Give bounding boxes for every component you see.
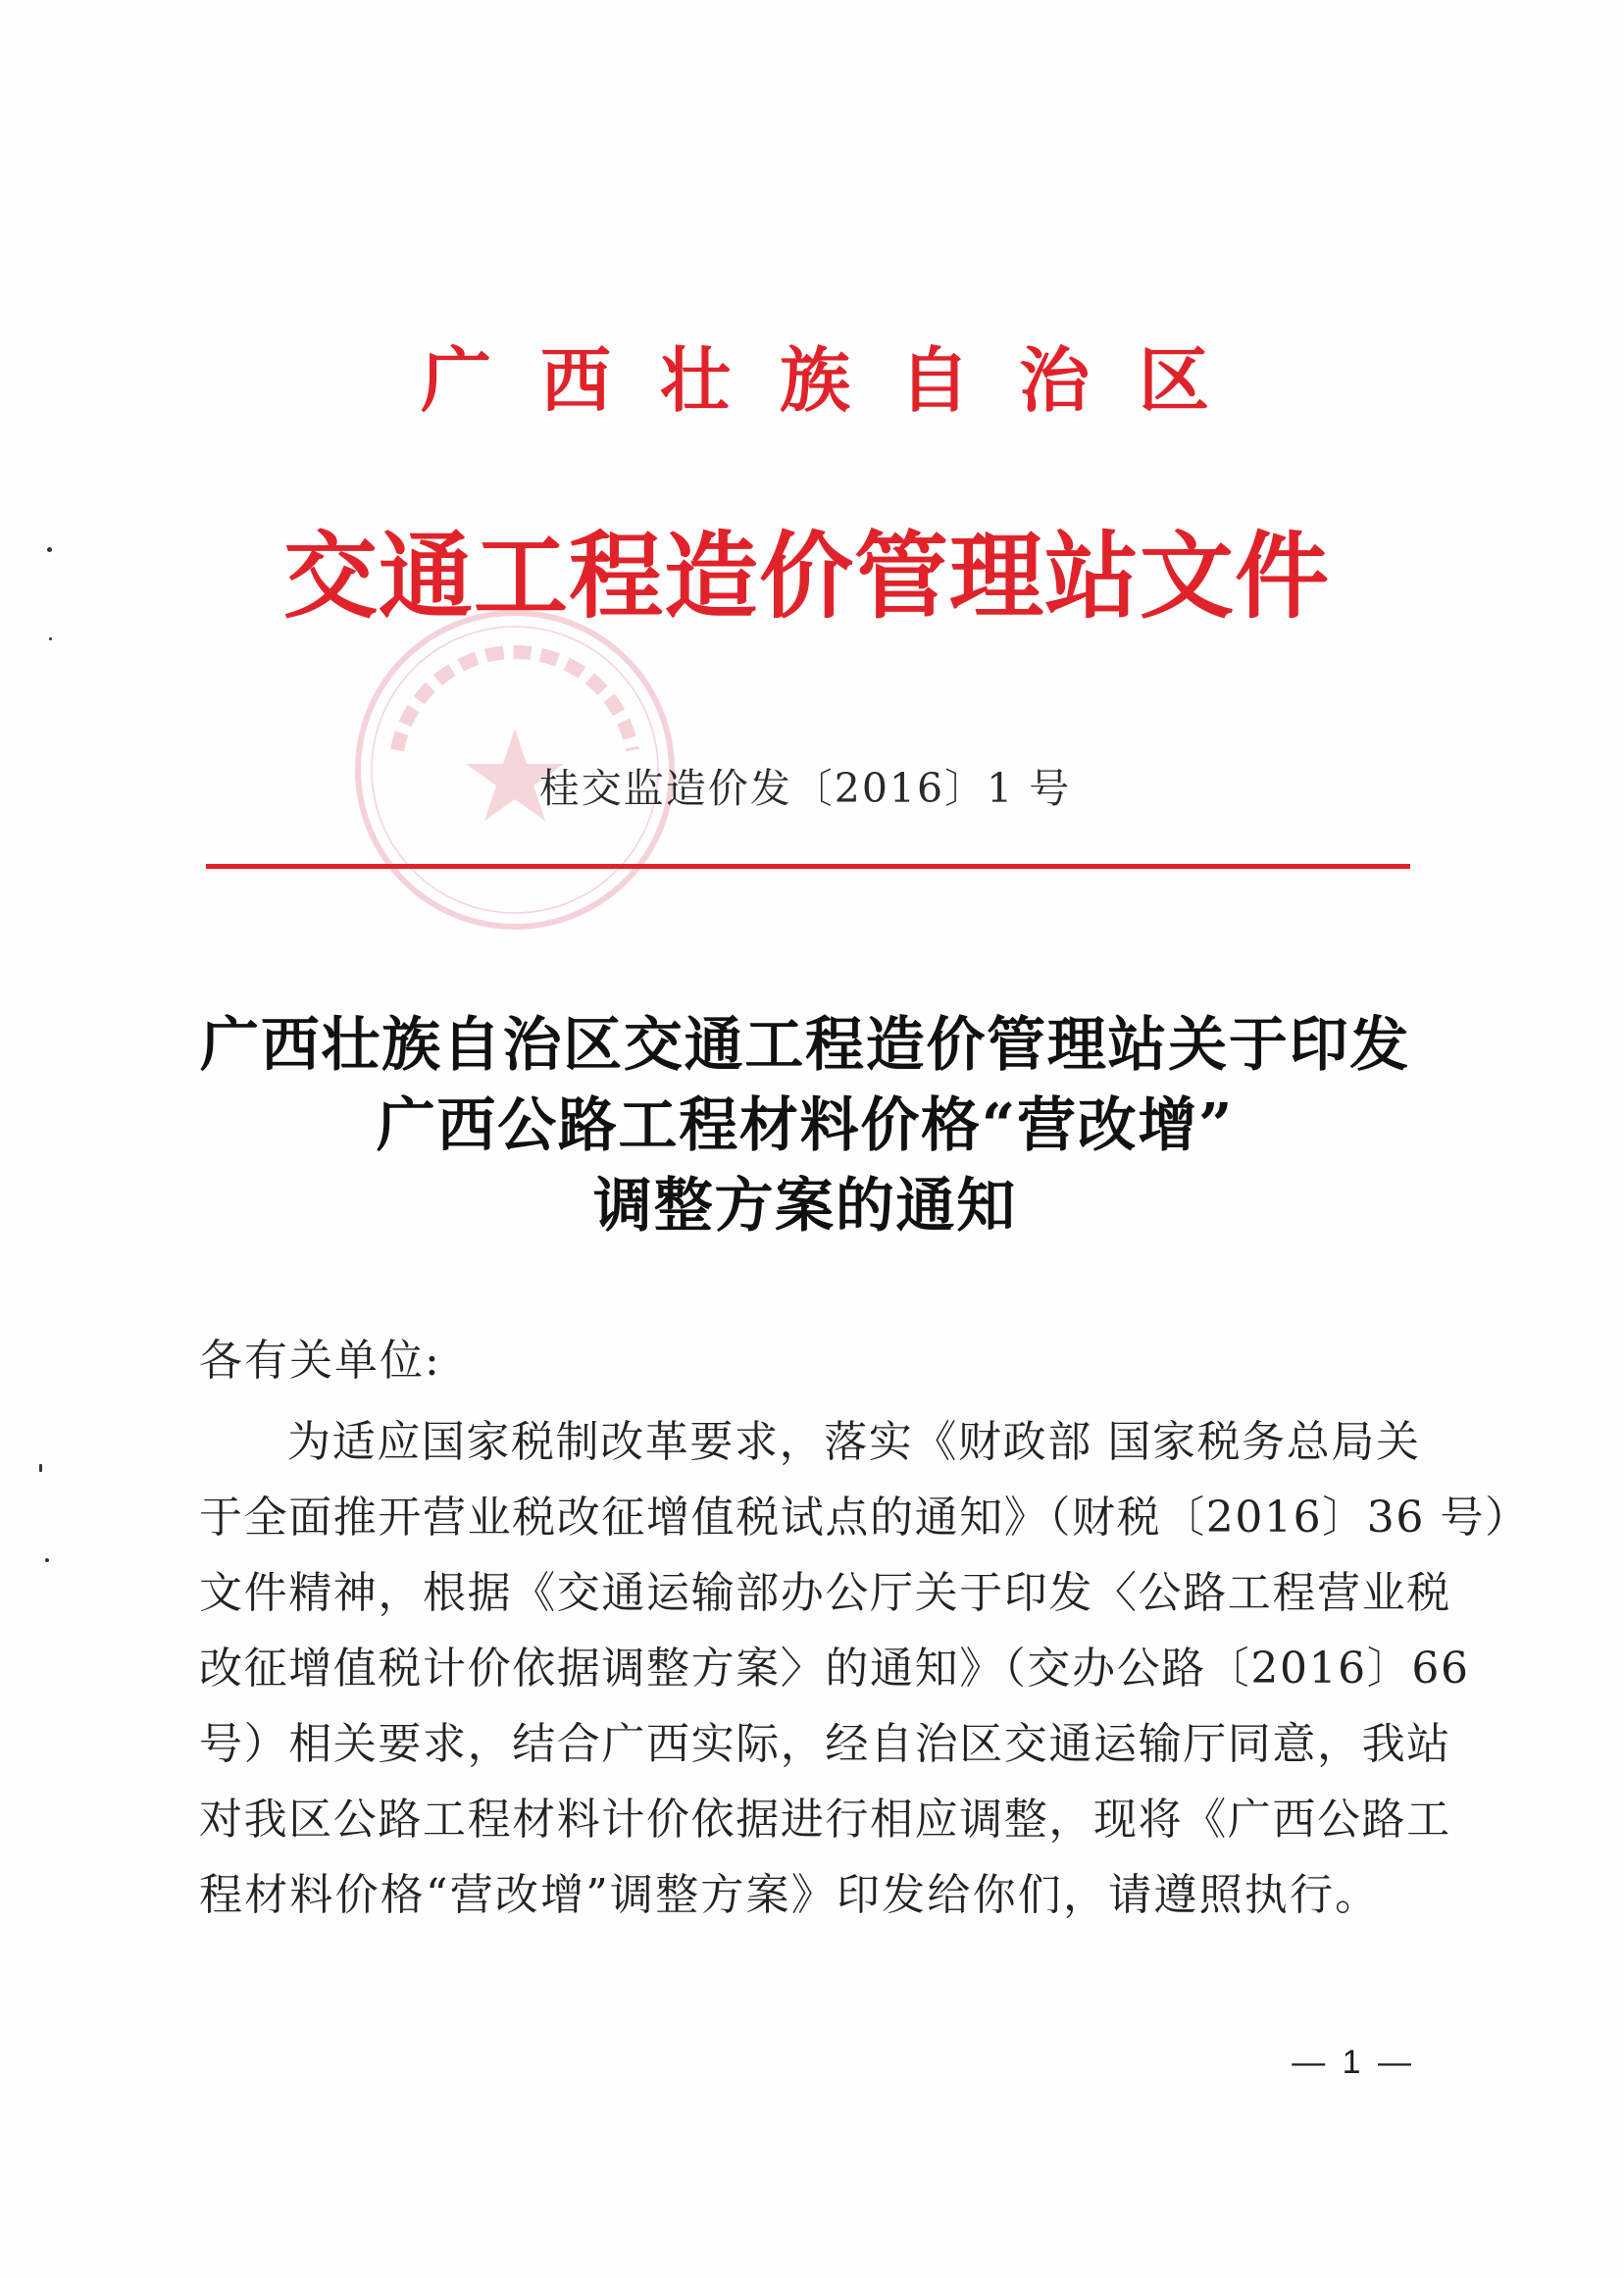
title-line: 广西公路工程材料价格“营改增” — [376, 1091, 1235, 1160]
page-number: — 1 — — [1292, 2044, 1415, 2081]
body-line: 改征增值税计价依据调整方案〉的通知》（交办公路〔2016〕66 — [199, 1644, 1470, 1694]
issuer-region-header: 广西壮族自治区 — [421, 338, 1259, 422]
document-number: 桂交监造价发〔2016〕1 号 — [538, 765, 1072, 812]
title-line: 广西壮族自治区交通工程造价管理站关于印发 — [200, 1011, 1410, 1080]
scan-speck — [47, 547, 52, 552]
body-paragraph — [199, 1404, 1530, 1933]
body-line: 于全面推开营业税改征增值税试点的通知》（财税〔2016〕36 号） — [199, 1493, 1530, 1543]
body-line: 程材料价格“营改增”调整方案》印发给你们，请遵照执行。 — [199, 1870, 1381, 1920]
document-title — [200, 1005, 1410, 1246]
scan-speck — [49, 637, 52, 640]
issuer-office-header: 交通工程造价管理站文件 — [283, 521, 1330, 632]
title-line: 调整方案的通知 — [593, 1172, 1017, 1240]
scan-speck — [39, 1464, 42, 1472]
scan-speck — [45, 1558, 49, 1562]
body-line: 文件精神，根据《交通运输部办公厅关于印发〈公路工程营业税 — [199, 1568, 1451, 1618]
body-line: 对我区公路工程材料计价依据进行相应调整，现将《广西公路工 — [199, 1795, 1451, 1845]
body-line: 为适应国家税制改革要求，落实《财政部 国家税务总局关 — [287, 1417, 1421, 1467]
red-separator-rule — [206, 864, 1410, 869]
body-line: 号）相关要求，结合广西实际，经自治区交通运输厅同意，我站 — [199, 1719, 1451, 1769]
salutation: 各有关单位: — [199, 1336, 441, 1386]
